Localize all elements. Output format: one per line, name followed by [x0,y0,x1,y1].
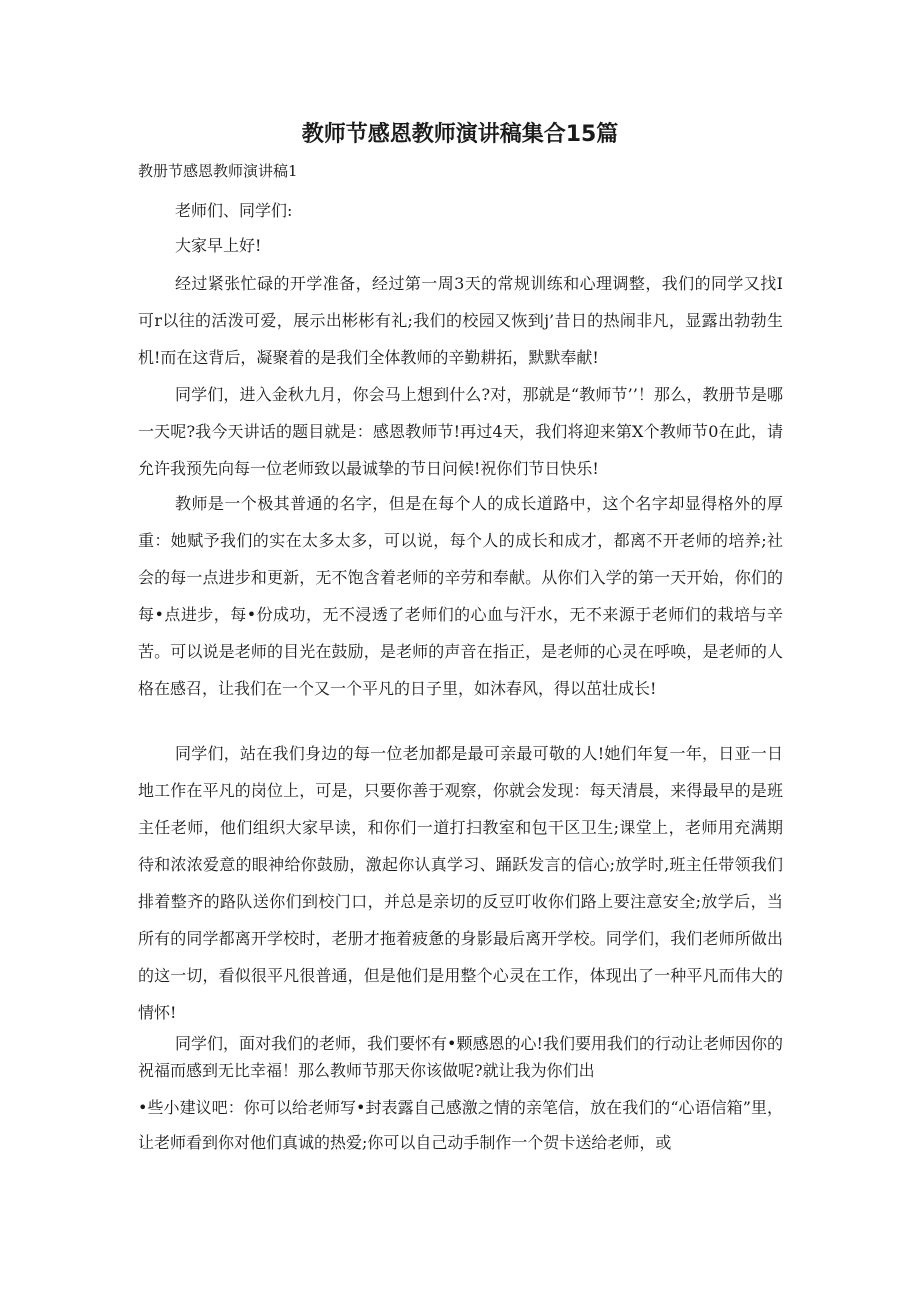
paragraph-3: 教师是一个极其普通的名字，但是在每个人的成长道路中，这个名字却显得格外的厚重：她赋予我们的实在太多太多，可以说，每个人的成长和成才，都离不开老师的培养;社会的每一点进步和更新，无不饱含着老师的辛劳和奉献。从你们入学的第一天开始，你们的每•点进步，每•份成功，无不浸透了老师们的心血与汗水，无不来源于老师们的栽培与辛苦。可以说是老师的目光在鼓励，是老师的声音在指正，是老师的心灵在呼唤，是老师的人格在感召，让我们在一个又一个平凡的日子里，如沐春风，得以茁壮成长! [138,494,783,698]
paragraph-6: •些小建议吧：你可以给老师写•封表露自己感激之情的亲笔信，放在我们的“心语信箱”里，让老师看到你对他们真诚的热爱;你可以自己动手制作一个贺卡送给老师，或 [138,1098,783,1152]
greeting-line: 老师们、同学们: [175,201,293,220]
section-heading: 教册节感恩教师演讲稿1 [138,162,298,180]
paragraph-1: 经过紧张忙碌的开学准备，经过第一周3天的常规训练和心理调整，我们的同学又找I可r以往的活泼可爱，展示出彬彬有礼;我们的校园又恢到j’昔日的热闹非凡，显露出勃勃生机!而在这背后，凝聚着的是我们全体教师的辛勤耕拓，默默奉献! [138,274,783,367]
paragraph-4: 同学们，站在我们身边的每一位老加都是最可亲最可敬的人!她们年复一年，日亚一日地工作在平凡的岗位上，可是，只要你善于观察，你就会发现：每天清晨，来得最早的是班主任老师，他们组织大家早读，和你们一道打扫教室和包干区卫生;课堂上，老师用充满期待和浓浓爱意的眼神给你鼓励，激起你认真学习、踊跃发言的信心;放学时,班主任带领我们排着整齐的路队送你们到校门口，并总是亲切的反豆叮收你们路上要注意安全;放学后，当所有的同学都离开学校时，老册才拖着疲惫的身影最后离开学校。同学们，我们老师所做出的这一切，看似很平凡很普通，但是他们是用整个心灵在工作，体现出了一种平凡而伟大的情怀! [138,744,783,1022]
paragraph-2: 同学们，进入金秋九月，你会马上想到什么?对，那就是“教师节’’！那么，教册节是哪一天呢?我今天讲话的题目就是：感恩教师节!再过4天，我们将迎来第X个教师节0在此，请允许我预先向每一位老师致以最诚挚的节日问候!祝你们节日快乐! [138,385,783,478]
salutation-line: 大家早上好! [175,236,262,255]
document-title: 教师节感恩教师演讲稿集合15篇 [301,122,619,147]
paragraph-5: 同学们，面对我们的老师，我们要怀有•颗感恩的心!我们要用我们的行动让老师因你的祝福而感到无比幸福！那么教师节那天你该做呢?就让我为你们出 [138,1034,783,1080]
